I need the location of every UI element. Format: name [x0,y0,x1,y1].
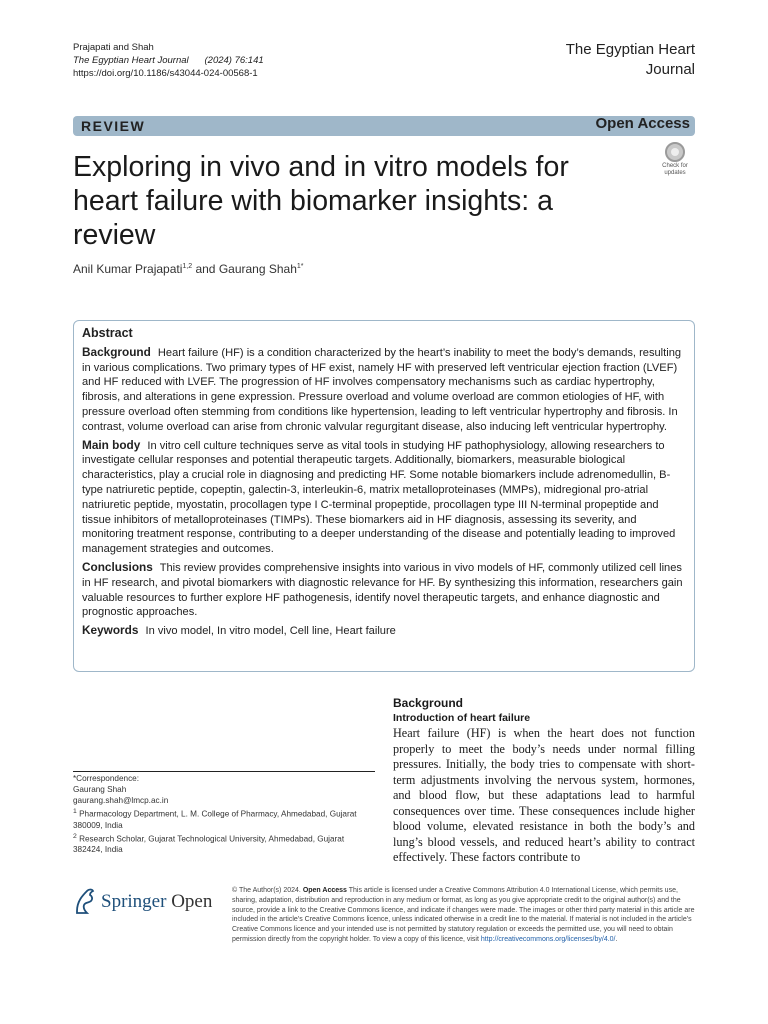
author-conjunction: and [192,262,219,276]
affiliation-1-text: Pharmacology Department, L. M. College of Pharmacy, Ahmedabad, Gujarat 380009, India [73,809,357,830]
journal-brand-line1: The Egyptian Heart [565,41,695,58]
springer-open-logo [73,885,223,919]
abstract-box [73,320,695,672]
affiliation-2 [73,831,375,856]
abstract-background-label: Background [82,344,151,359]
header-volume: (2024) 76:141 [204,55,264,66]
section-body-text: Heart failure (HF) is when the heart does not function properly to meet the body’s needs under normal filling pressures. Initially, the body tries to compensate with short-term adjustments involving the nervous system, hormones, and blood flow, but these adaptations lead to harmful consequences over time. These consequences include higher blood volume, elevated resistance in both the body’s and lung’s blood vessels, and reduced heart’s ability to contract effectively. These factors contribute to [393,726,695,864]
abstract-keywords-label: Keywords [82,623,139,638]
author-1-affiliation: 1,2 [182,263,193,270]
open-access-label: Open Access [595,115,690,132]
affiliation-1 [73,806,375,831]
abstract-main-body [82,438,686,557]
section-subheading: Introduction of heart failure [393,712,531,724]
check-updates-icon [665,142,685,162]
abstract-background-text: Heart failure (HF) is a condition characterized by the heart’s inability to meet the body’s demands, resulting in various complications. Two primary types of HF exist, namely HF with preserved left ventricular ejection fraction (LVEF) and HF reduced with LVEF. The progression of HF involves compensatory mechanisms such as cardiac hypertrophy, fibrosis, and alterations in gene expression. Pressure overload and volume overload are common etiologies of HF, with pressure overload often stemming from conditions like hypertension, leading to left ventricular hypertrophy and fibrosis. In contrast, volume overload can arise from chronic valvular regurgitant disease, also inducing left ventricular hypertrophy. [82,346,682,433]
author-2: Gaurang Shah [218,262,297,276]
springer-wordmark [101,891,212,913]
footnote-divider [73,771,375,772]
header-citation [73,54,264,67]
running-header [73,41,264,80]
license-text: This article is licensed under a Creative Commons Attribution 4.0 International License, which permits use, sharing, adaptation, distribution and reproduction in any medium or format, as long as you give appropriate credit to the original author(s) and the source, provide a link to the Creative Commons licence, and indicate if changes were made. The images or other third party material in this article are included in the article’s Creative Commons licence, unless indicated otherwise in a credit line to the material. If material is not included in the article’s Creative Commons licence and your intended use is not permitted by statutory regulation or exceeds the permitted use, you will need to obtain permission directly from the copyright holder. To view a copy of this licence, visit [232,887,695,943]
article-type-label: REVIEW [81,118,146,134]
article-title: Exploring in vivo and in vitro models for heart failure with biomarker insights: a review [73,151,569,251]
article-type-bar [73,116,695,136]
check-updates-line1: Check for [662,163,688,169]
springer-name: Springer [101,891,167,912]
springer-horse-icon [73,887,97,915]
abstract-keywords-text: In vivo model, In vitro model, Cell line, Heart failure [145,625,396,638]
abstract-conclusions [82,560,686,620]
license-statement [232,886,695,945]
correspondence-email[interactable]: gaurang.shah@lmcp.ac.in [73,796,169,805]
correspondence-block [73,773,375,855]
abstract-background [82,345,686,435]
check-for-updates-badge[interactable] [656,142,694,180]
journal-brand-line2: Journal [645,61,695,78]
springer-open: Open [171,891,213,912]
affiliation-2-text: Research Scholar, Gujarat Technological University, Ahmedabad, Gujarat 382424, India [73,834,345,855]
header-journal: The Egyptian Heart Journal [73,55,189,66]
check-updates-text [656,163,694,177]
journal-brand [566,40,695,80]
correspondence-label: *Correspondence: [73,774,139,783]
correspondence-name: Gaurang Shah [73,785,127,794]
author-list [73,262,304,276]
abstract-conclusions-label: Conclusions [82,559,153,574]
license-link[interactable]: http://creativecommons.org/licenses/by/4.0/ [480,935,616,943]
check-updates-line2: updates [664,170,686,176]
section-heading: Background [393,696,464,710]
abstract-main-label: Main body [82,437,141,452]
license-open-access: Open Access [302,887,347,894]
affiliation-2-num: 2 [73,832,77,840]
abstract-keywords [82,623,686,639]
license-end: . [615,935,618,943]
abstract-main-text: In vitro cell culture techniques serve as vital tools in studying HF pathophysiology, allowing researchers to investigate cellular responses and potential therapeutic targets. Additionally, biomarkers, measurable biological characteristics, play a crucial role in diagnosing and predicting HF. Some notable biomarkers include adrenomedullin, B-type natriuretic peptide, copeptin, galectin-3, interleukin-6, matrix metalloproteinases (MMPs), midregional pro-atrial natriuretic peptide, myostatin, procollagen type I C-terminal propeptide, procollagen type III N-terminal propeptide and tissue inhibitors of metalloproteinases (TIMPs). These biomarkers aid in HF diagnosis, assessing its severity, and monitoring treatment response, contributing to a deeper understanding of the disease and potentially leading to improved management strategies and outcomes. [82,439,676,556]
header-authors: Prajapati and Shah [73,42,154,53]
abstract-heading: Abstract [82,326,133,340]
license-copyright: © The Author(s) 2024. [232,887,301,894]
author-2-affiliation: 1* [296,263,304,270]
abstract-conclusions-text: This review provides comprehensive insights into various in vivo models of HF, commonly utilized cell lines in HF research, and pivotal biomarkers with diagnostic relevance for HF. By synthesizing this information, researchers gain valuable resources to further explore HF pathogenesis, identify novel therapeutic targets, and enhance diagnostic and prognostic approaches. [82,561,683,619]
background-section [393,696,695,866]
affiliation-1-num: 1 [73,808,77,815]
author-1: Anil Kumar Prajapati [73,262,183,276]
header-doi[interactable]: https://doi.org/10.1186/s43044-024-00568-1 [73,68,258,79]
